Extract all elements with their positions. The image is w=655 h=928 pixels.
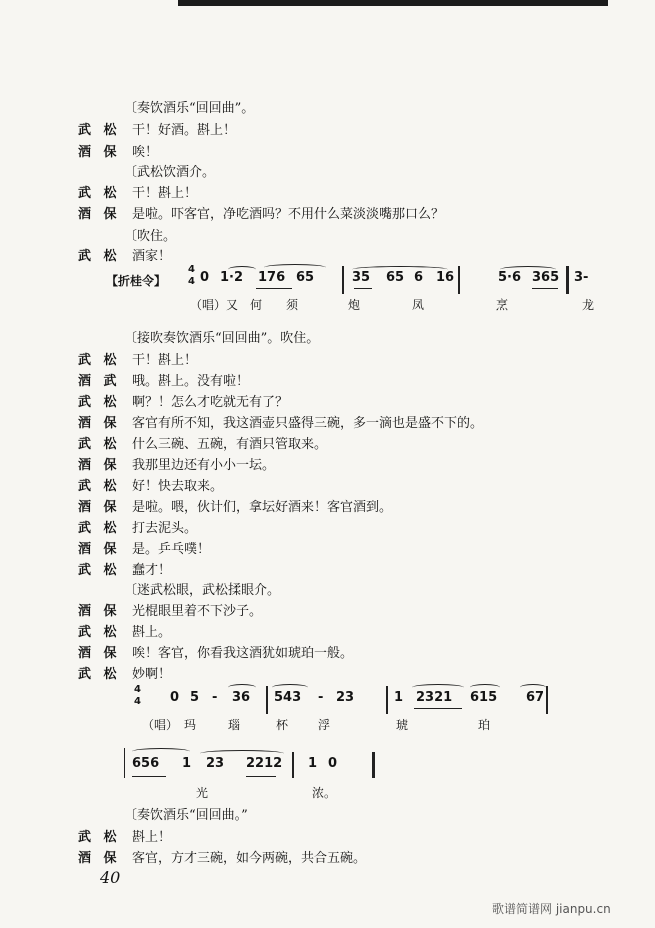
note-group: 0: [170, 690, 180, 705]
speaker-name: 酒 保: [78, 542, 121, 557]
dialogue-line: 酒家！: [132, 249, 172, 264]
slur: [200, 750, 284, 757]
dialogue-line: 客官，方才三碗，如今两碗，共合五碗。: [132, 851, 367, 866]
stage-direction: 〔吹住。: [124, 229, 177, 244]
dialogue-line: 斟上。: [132, 625, 172, 640]
speaker-name: 武 松: [78, 123, 121, 138]
note-group: 6: [414, 270, 424, 285]
speaker-name: 武 松: [78, 353, 121, 368]
note-group: 23: [206, 756, 225, 771]
speaker-name: 酒 武: [78, 374, 121, 389]
stage-direction: 〔武松饮酒介。: [124, 165, 216, 180]
note-group: 0: [200, 270, 210, 285]
speaker-name: 武 松: [78, 625, 121, 640]
note-group: 1: [394, 690, 404, 705]
speaker-name: 武 松: [78, 395, 121, 410]
dialogue-line: 蠢才！: [132, 563, 172, 578]
lyric-syllable: 何: [250, 298, 263, 312]
beam-underline: [256, 288, 292, 289]
note-group: 615: [470, 690, 498, 705]
slur: [132, 748, 190, 755]
dialogue-line: 是啦。喂，伙计们，拿坛好酒来！客官酒到。: [132, 500, 393, 515]
note-group: 65: [296, 270, 315, 285]
dialogue-line: 哦。斟上。没有啦！: [132, 374, 250, 389]
beam-underline: [532, 288, 558, 289]
lyric-syllable: （唱）又: [190, 298, 239, 312]
note-group: 2212: [246, 756, 283, 771]
stage-direction: 〔奏饮酒乐“回回曲。”: [124, 808, 248, 823]
dialogue-line: 干！好酒。斟上！: [132, 123, 237, 138]
note-group: -: [318, 690, 324, 705]
note-group: 1: [308, 756, 318, 771]
slur: [264, 264, 326, 271]
note-group: 5·6: [498, 270, 522, 285]
watermark: 歌谱简谱网 jianpu.cn: [492, 902, 611, 916]
lyric-syllable: 须: [286, 298, 299, 312]
note-group: 176: [258, 270, 286, 285]
beam-underline: [246, 776, 276, 777]
stage-direction: 〔接吹奏饮酒乐“回回曲”。吹住。: [124, 331, 320, 346]
lyric-syllable: 琥: [396, 718, 409, 732]
lyric-syllable: 玛: [184, 718, 197, 732]
bar-line: [386, 686, 388, 714]
slur: [352, 266, 448, 273]
stage-direction: 〔奏饮酒乐“回回曲”。: [124, 101, 255, 116]
slur: [412, 684, 464, 691]
lyric-syllable: 浮: [318, 718, 331, 732]
speaker-name: 酒 保: [78, 458, 121, 473]
note-group: 2321: [416, 690, 453, 705]
slur: [500, 266, 556, 273]
lyric-syllable: 炮: [348, 298, 361, 312]
final-bar-line: [372, 752, 375, 778]
stage-direction: 〔迷武松眼，武松揉眼介。: [124, 583, 281, 598]
slur: [272, 684, 308, 691]
time-signature-bottom: 4: [188, 276, 195, 287]
lyric-syllable: （唱）: [142, 718, 179, 732]
lyric-syllable: 龙: [582, 298, 595, 312]
final-bar-line: [566, 266, 569, 294]
page-number: 40: [100, 868, 121, 887]
note-group: 365: [532, 270, 560, 285]
speaker-name: 武 松: [78, 186, 121, 201]
note-group: 35: [352, 270, 371, 285]
dialogue-line: 干！斟上！: [132, 186, 198, 201]
bar-line: [458, 266, 460, 294]
lyric-syllable: 烹: [496, 298, 509, 312]
lyric-syllable: 瑙: [228, 718, 241, 732]
beam-underline: [132, 776, 166, 777]
note-group: 23: [336, 690, 355, 705]
note-group: 16: [436, 270, 455, 285]
dialogue-line: 是啦。吓客官，净吃酒吗？不用什么菜淡淡嘴那口么？: [132, 207, 445, 222]
speaker-name: 武 松: [78, 667, 121, 682]
beam-underline: [414, 708, 462, 709]
note-group: 1: [182, 756, 192, 771]
score-excerpt-2: [0, 682, 655, 738]
dialogue-line: 啊？！怎么才吃就无有了？: [132, 395, 289, 410]
note-group: 0: [328, 756, 338, 771]
lyric-syllable: 杯: [276, 718, 289, 732]
dialogue-line: 唉！: [132, 145, 159, 160]
time-signature-bottom: 4: [134, 696, 141, 707]
bar-line: [342, 266, 344, 294]
dialogue-line: 好！快去取来。: [132, 479, 224, 494]
speaker-name: 酒 保: [78, 416, 121, 431]
speaker-name: 酒 保: [78, 646, 121, 661]
lyric-syllable: 凤: [412, 298, 425, 312]
slur: [228, 684, 256, 691]
note-group: 656: [132, 756, 160, 771]
dialogue-line: 妙啊！: [132, 667, 172, 682]
dialogue-line: 客官有所不知，我这酒壶只盛得三碗，多一滴也是盛不下的。: [132, 416, 484, 431]
note-group: 67: [526, 690, 545, 705]
dialogue-line: 我那里边还有小小一坛。: [132, 458, 276, 473]
dialogue-line: 唉！客官，你看我这酒犹如琥珀一般。: [132, 646, 354, 661]
note-group: -: [212, 690, 218, 705]
speaker-name: 武 松: [78, 563, 121, 578]
dialogue-line: 光棍眼里着不下沙子。: [132, 604, 263, 619]
score-excerpt-1: [0, 260, 655, 320]
bar-line: [266, 686, 268, 714]
tune-label: 【折桂令】: [106, 274, 167, 288]
note-group: 36: [232, 690, 251, 705]
slur: [520, 684, 546, 691]
speaker-name: 酒 保: [78, 145, 121, 160]
dialogue-line: 干！斟上！: [132, 353, 198, 368]
lyric-syllable: 浓。: [312, 786, 337, 800]
speaker-name: 武 松: [78, 830, 121, 845]
bar-line: [292, 752, 294, 778]
dialogue-line: 是。乒乓噗！: [132, 542, 211, 557]
speaker-name: 武 松: [78, 249, 121, 264]
time-signature-top: 4: [188, 264, 195, 275]
top-edge-line: [178, 0, 608, 6]
beam-underline: [354, 288, 372, 289]
note-group: 1·2: [220, 270, 244, 285]
lyric-syllable: 光: [196, 786, 209, 800]
slur: [228, 266, 256, 273]
bar-line: [124, 748, 125, 778]
speaker-name: 武 松: [78, 437, 121, 452]
note-group: 543: [274, 690, 302, 705]
score-excerpt-3: [0, 744, 655, 800]
speaker-name: 武 松: [78, 479, 121, 494]
note-group: 65: [386, 270, 405, 285]
slur: [470, 684, 500, 691]
dialogue-line: 斟上！: [132, 830, 172, 845]
speaker-name: 武 松: [78, 521, 121, 536]
speaker-name: 酒 保: [78, 207, 121, 222]
lyric-syllable: 珀: [478, 718, 491, 732]
dialogue-line: 打去泥头。: [132, 521, 198, 536]
bar-line: [546, 686, 548, 714]
dialogue-line: 什么三碗、五碗，有酒只管取来。: [132, 437, 328, 452]
speaker-name: 酒 保: [78, 500, 121, 515]
speaker-name: 酒 保: [78, 851, 121, 866]
time-signature-top: 4: [134, 684, 141, 695]
note-group: 5: [190, 690, 200, 705]
note-group: 3-: [574, 270, 589, 285]
speaker-name: 酒 保: [78, 604, 121, 619]
